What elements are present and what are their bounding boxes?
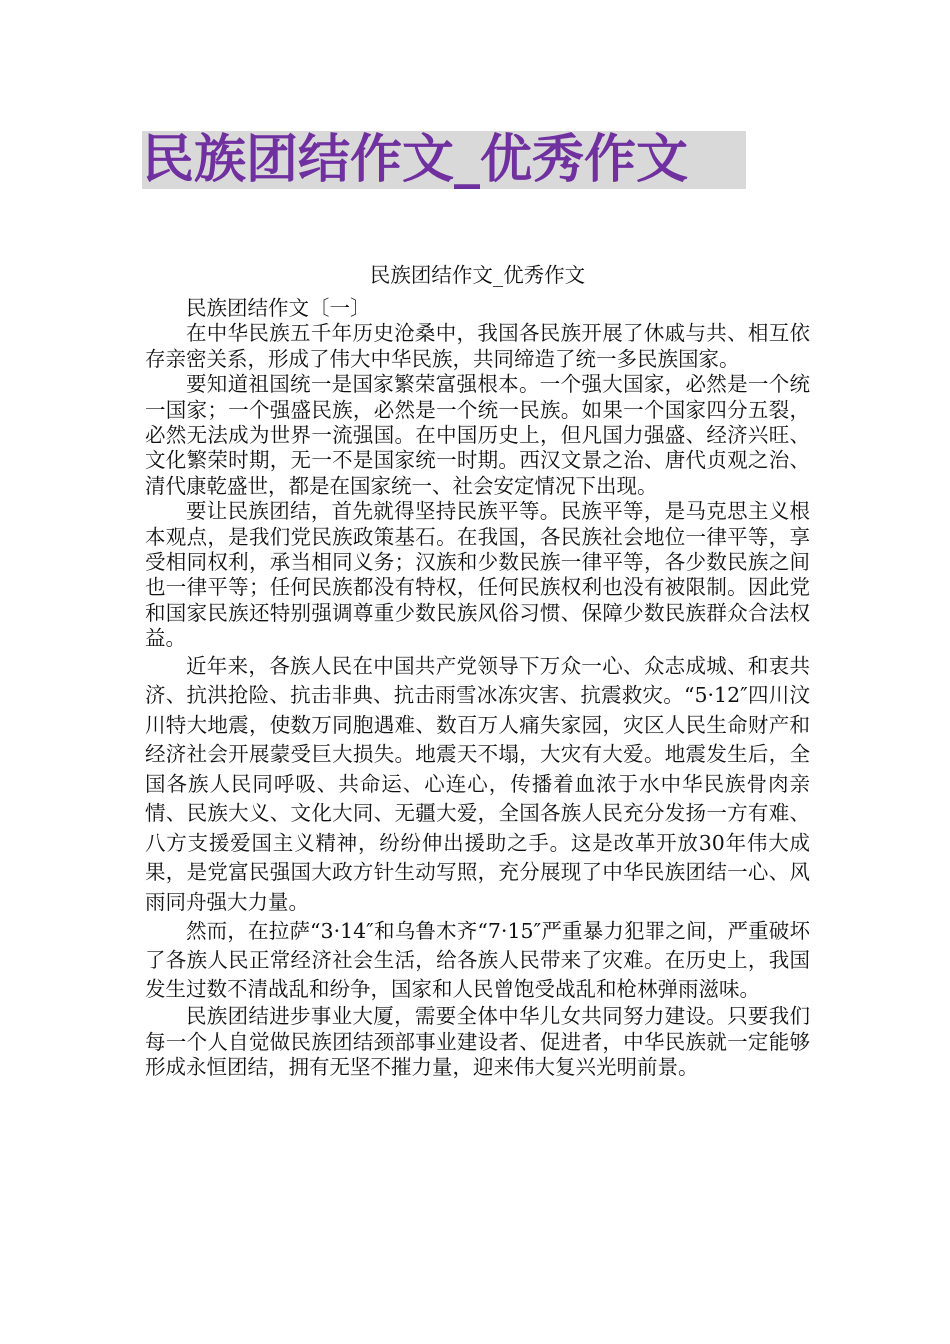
paragraph-6: 民族团结进步事业大厦，需要全体中华儿女共同努力建设。只要我们每一个人自觉做民族团结颈部事业建设者、促进者，中华民族就一定能够形成永恒团结，拥有无坚不摧力量，迎来伟大复兴光明前景。 bbox=[145, 1004, 810, 1079]
paragraph-1: 在中华民族五千年历史沧桑中，我国各民族开展了休戚与共、相互依存亲密关系，形成了伟大中华民族，共同缔造了统一多民族国家。 bbox=[145, 321, 810, 371]
paragraph-3: 要让民族团结，首先就得坚持民族平等。民族平等，是马克思主义根本观点，是我们党民族政策基石。在我国，各民族社会地位一律平等，享受相同权利，承当相同义务；汉族和少数民族一律平等，各少数民族之间也一律平等；任何民族都没有特权，任何民族权利也没有被限制。因此党和国家民族还特别强调尊重少数民族风俗习惯、保障少数民族群众合法权益。 bbox=[145, 499, 810, 651]
document-title: 民族团结作文_优秀作文 bbox=[142, 131, 746, 189]
paragraph-2: 要知道祖国统一是国家繁荣富强根本。一个强大国家，必然是一个统一国家；一个强盛民族，必然是一个统一民族。如果一个国家四分五裂，必然无法成为世界一流强国。在中国历史上，但凡国力强盛、经济兴旺、文化繁荣时期，无一不是国家统一时期。西汉文景之治、唐代贞观之治、清代康乾盛世，都是在国家统一、社会安定情况下出现。 bbox=[145, 372, 810, 498]
paragraph-5: 然而，在拉萨“3·14″和乌鲁木齐“7·15″严重暴力犯罪之间，严重破坏了各族人民正常经济社会生活，给各族人民带来了灾难。在历史上，我国发生过数不清战乱和纷争，国家和人民曾饱受战乱和枪林弹雨滋味。 bbox=[145, 919, 810, 1002]
paragraph-4: 近年来，各族人民在中国共产党领导下万众一心、众志成城、和衷共济、抗洪抢险、抗击非典、抗击雨雪冰冻灾害、抗震救灾。“5·12″四川汶川特大地震，使数万同胞遇难、数百万人痛失家园，灾区人民生命财产和经济社会开展蒙受巨大损失。地震天不塌，大灾有大爱。地震发生后，全国各族人民同呼吸、共命运、心连心，传播着血浓于水中华民族骨肉亲情、民族大义、文化大同、无疆大爱，全国各族人民充分发扬一方有难、八方支援爱国主义精神，纷纷伸出援助之手。这是改革开放30年伟大成果，是党富民强国大政方针生动写照，充分展现了中华民族团结一心、风雨同舟强大力量。 bbox=[145, 653, 810, 914]
section-heading: 民族团结作文〔一〕 bbox=[186, 296, 371, 320]
document-body bbox=[145, 262, 810, 1080]
document-subtitle: 民族团结作文_优秀作文 bbox=[369, 263, 586, 287]
